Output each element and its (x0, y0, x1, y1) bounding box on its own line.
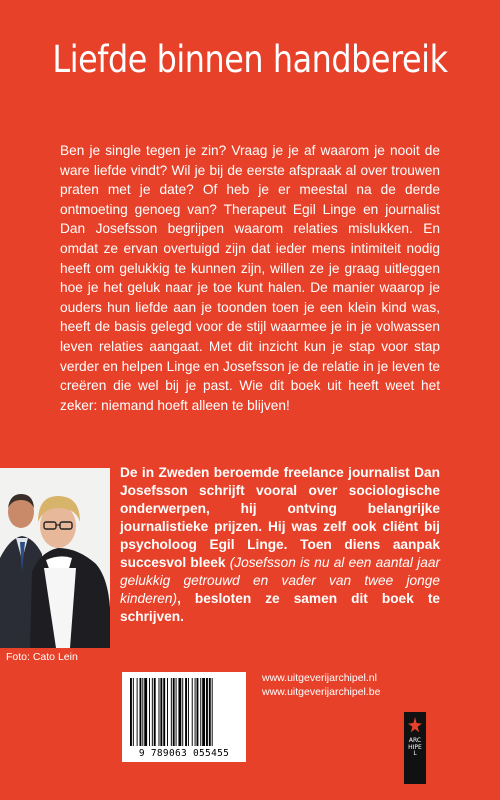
publisher-logo-text: ARCHIPEL (408, 737, 422, 758)
barcode-bar (171, 678, 172, 746)
publisher-logo (404, 712, 426, 784)
barcode-bar (160, 678, 162, 746)
bio-text-bold-2: , besloten ze samen dit boek te schrijven. (120, 591, 440, 624)
barcode-bar (212, 678, 213, 746)
barcode-bar (159, 678, 160, 746)
barcode-bar (133, 678, 134, 746)
star-icon (404, 714, 426, 738)
barcode-bar (154, 678, 156, 746)
barcode-bar (209, 678, 211, 746)
barcode-bar (144, 678, 147, 746)
barcode-bar (130, 678, 132, 746)
barcode-bar (149, 678, 150, 746)
barcode-bar (188, 678, 189, 746)
barcode-bar (152, 678, 153, 746)
barcode-bar (167, 678, 168, 746)
publisher-urls (262, 671, 380, 699)
barcode-bar (137, 678, 138, 746)
barcode-bar (176, 678, 177, 746)
blurb-text: Ben je single tegen je zin? Vraag je je af waarom je nooit de ware liefde vindt? Wil je bij de eerste afspraak al over trouwen praten met je date? Of heb je er meestal na de derde ontmoeting genoeg van? Therapeut Egil Linge en journalist Dan Josefsson begrijpen waarom relaties mislukken. En omdat ze ervan overtuigd zijn dat ieder mens intimiteit nodig heeft om gelukkig te kunnen zijn, willen ze je graag uitleggen hoe je het geluk naar je toe kunt halen. De manier waarop je ouders hun liefde aan je toonden toen je een klein kind was, heeft de basis gelegd voor de stijl waarmee je in je volwassen leven relaties aangaat. Met dit inzicht kun je stap voor stap verder en helpen Linge en Josefsson je de relatie in je leven te creëren die wel bij je past. Wie dit boek uit heeft weet het zeker: niemand hoeft alleen te blijven! (60, 143, 440, 413)
isbn-barcode (122, 672, 246, 762)
barcode-bar (140, 678, 142, 746)
publisher-url-be[interactable]: www.uitgeverijarchipel.be (262, 686, 381, 698)
bio-text-italic: (Josefsson is nu al een aantal jaar gelukkig getrouwd en vader van twee jonge kinderen) (120, 555, 441, 606)
barcode-bar (173, 678, 175, 746)
isbn-digits: 9 789063 055455 (138, 748, 230, 759)
book-title: Liefde binnen handbereik (52, 38, 448, 81)
barcode-bar (206, 678, 208, 746)
author-bio (120, 464, 440, 626)
barcode-bar (197, 678, 199, 746)
photo-credit: Foto: Cato Lein (6, 651, 78, 663)
barcode-bar (200, 678, 201, 746)
publisher-url-nl[interactable]: www.uitgeverijarchipel.nl (262, 672, 377, 684)
back-cover-blurb (60, 141, 440, 415)
barcode-bar (142, 678, 143, 746)
barcode-bars (128, 678, 240, 746)
barcode-bar (178, 678, 181, 746)
author-photo (0, 468, 110, 648)
bio-text-bold-1: De in Zweden beroemde freelance journalist Dan Josefsson schrijft vooral over sociologische onderwerpen, hij ontving belangrijke journalistieke prijzen. Hij was zelf ook cliënt bij psycholoog Egil Linge. Toen diens aanpak succesvol bleek (120, 465, 440, 570)
barcode-bar (195, 678, 196, 746)
author-photo-image (0, 468, 110, 648)
barcode-bar (202, 678, 205, 746)
barcode-bar (163, 678, 165, 746)
barcode-bar (192, 678, 193, 746)
barcode-bar (185, 678, 187, 746)
barcode-bar (182, 678, 183, 746)
bio-paragraph (120, 464, 440, 626)
